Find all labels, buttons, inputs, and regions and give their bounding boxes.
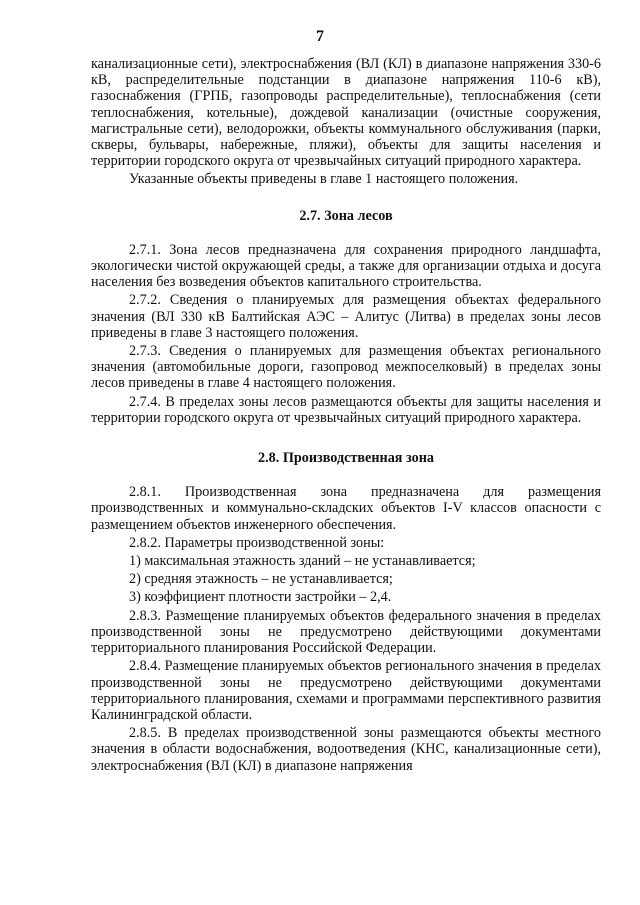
section-heading: 2.8. Производственная зона — [257, 450, 435, 467]
paragraph: канализационные сети), электроснабжения (ВЛ (КЛ) в диапазоне напряжения 330-6 кВ, распределительные подстанции в диапазоне напряжения 110-6 кВ), газоснабжения (ГРПБ, газопроводы распределительные), теплоснабжения (сети теплоснабжения, котельные), дождевой канализации (очистные сооружения, магистральные сети), велодорожки, объекты коммунального обслуживания (парки, скверы, бульвары, набережные, пляжи), объекты для защиты населения и территории городского округа от чрезвычайных ситуаций природного характера. — [91, 56, 601, 170]
page-content — [91, 56, 601, 774]
paragraph: 2.8.2. Параметры производственной зоны: — [129, 534, 385, 551]
paragraph: Указанные объекты приведены в главе 1 настоящего положения. — [129, 171, 519, 188]
paragraph: 2.7.3. Сведения о планируемых для размещения объектах регионального значения (автомобильные дороги, газопровод межпоселковый) в пределах зоны лесов приведены в главе 4 настоящего положения. — [91, 343, 601, 392]
paragraph: 2.7.4. В пределах зоны лесов размещаются объекты для защиты населения и территории городского округа от чрезвычайных ситуаций природного характера. — [91, 393, 601, 426]
paragraph: 2.8.5. В пределах производственной зоны размещаются объекты местного значения в области водоснабжения, водоотведения (КНС, канализационные сети), электроснабжения (ВЛ (КЛ) в диапазоне напряжения — [91, 725, 601, 774]
paragraph: 2.7.1. Зона лесов предназначена для сохранения природного ландшафта, экологически чистой окружающей среды, а также для организации отдыха и досуга населения без возведения объектов капитального строительства. — [91, 241, 601, 291]
paragraph: 2.8.3. Размещение планируемых объектов федерального значения в пределах производственной зоны не предусмотрено действующими документами территориального планирования Российской Федерации. — [91, 607, 601, 657]
list-item: 1) максимальная этажность зданий – не устанавливается; — [129, 553, 476, 570]
section-heading: 2.7. Зона лесов — [299, 207, 393, 224]
paragraph: 2.8.1. Производственная зона предназначена для размещения производственных и коммунально-складских объектов I-V классов опасности с размещением объектов инженерного обеспечения. — [91, 484, 601, 533]
page-number: 7 — [316, 28, 324, 45]
paragraph: 2.7.2. Сведения о планируемых для размещения объектах федерального значения (ВЛ 330 кВ Балтийская АЭС – Алитус (Литва) в пределах зоны лесов приведены в главе 3 настоящего положения. — [91, 292, 601, 341]
list-item: 2) средняя этажность – не устанавливается; — [129, 571, 393, 588]
paragraph: 2.8.4. Размещение планируемых объектов регионального значения в пределах производственной зоны не предусмотрено действующими документами территориального планирования, схемами и программами перспективного развития Калининградской области. — [91, 658, 601, 723]
list-item: 3) коэффициент плотности застройки – 2,4. — [129, 589, 392, 606]
